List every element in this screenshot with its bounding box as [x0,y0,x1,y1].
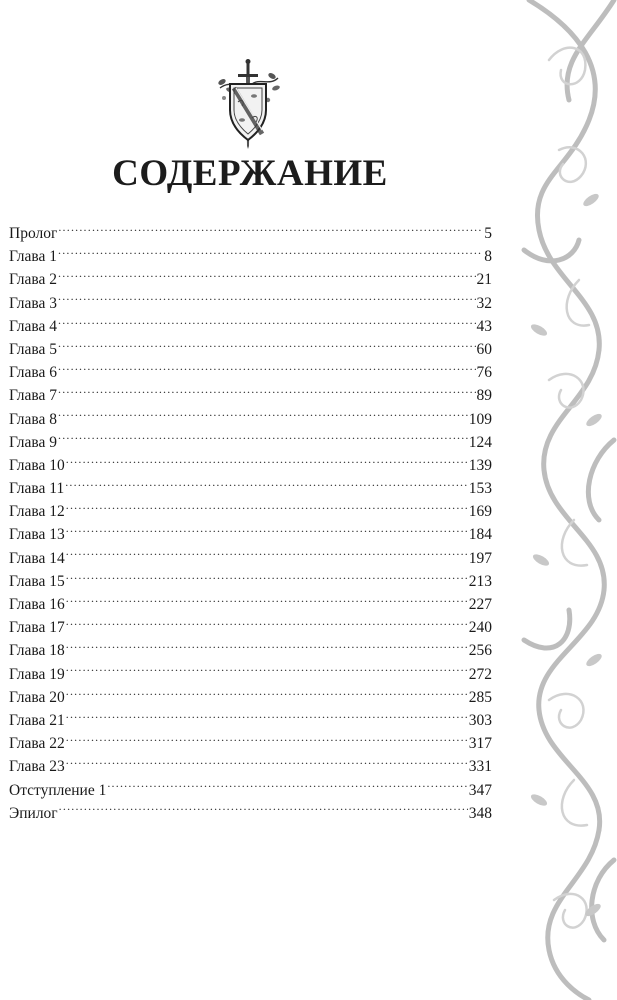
toc-entry-page-number: 153 [468,480,492,498]
toc-entry [9,338,492,361]
toc-entry-label: Глава 13 [9,526,65,544]
toc-entry-page-number: 256 [468,642,492,660]
toc-entry-label: Глава 21 [9,711,65,729]
toc-entry-page-number: 169 [468,503,492,521]
toc-entry-label: Глава 6 [9,364,58,382]
toc-entry-page-number: 109 [468,410,492,428]
toc-entry-page-number: 60 [476,340,492,358]
toc-entry-label: Глава 16 [9,596,65,613]
toc-entry-label: Глава 2 [9,271,58,289]
toc-entry-label: Глава 5 [9,340,58,358]
toc-entry-label: Эпилог [9,804,58,822]
toc-entry-label: Глава 20 [9,688,65,706]
toc-entry-page-number: 285 [468,688,492,706]
toc-entry [9,663,492,686]
toc-entry-page-number: 184 [468,526,492,544]
toc-entry [9,686,492,709]
toc-entry [9,292,492,315]
toc-entry-page-number: 272 [468,665,492,683]
toc-entry [9,709,492,732]
toc-entry-page-number: 240 [468,619,492,637]
toc-entry-label: Отступление 1 [9,781,107,799]
toc-dot-leader [66,547,468,563]
toc-dot-leader [66,501,468,517]
toc-entry [9,593,492,616]
toc-entry-label: Глава 18 [9,642,65,660]
toc-entry [9,732,492,755]
toc-dot-leader [58,292,475,308]
toc-entry [9,268,492,291]
toc-entry-page-number: 124 [468,433,492,451]
toc-entry-label: Глава 15 [9,572,65,590]
toc-entry [9,570,492,593]
toc-dot-leader [58,385,475,401]
toc-entry-page-number: 331 [468,758,492,776]
toc-dot-leader [58,338,475,354]
toc-dot-leader [58,362,475,378]
toc-entry-page-number: 89 [476,387,492,405]
toc-entry-label: Глава 23 [9,758,65,776]
toc-entry [9,500,492,523]
toc-entry [9,454,492,477]
toc-entry-page-number: 5 [484,225,492,242]
toc-dot-leader [59,802,468,818]
toc-entry-page-number: 227 [468,596,492,613]
toc-entry-page-number: 197 [468,549,492,567]
toc-entry [9,315,492,338]
toc-entry [9,384,492,407]
toc-dot-leader [107,779,467,795]
toc-dot-leader [66,663,468,679]
toc-entry [9,245,492,268]
page-title: СОДЕРЖАНИЕ [112,153,388,194]
toc-entry-label: Глава 17 [9,619,65,637]
toc-entry [9,639,492,662]
toc-entry-page-number: 21 [476,271,492,289]
toc-entry-label: Глава 4 [9,317,58,335]
toc-dot-leader [58,223,483,239]
toc-dot-leader [58,269,475,285]
toc-entry [9,408,492,431]
toc-dot-leader [58,315,475,331]
toc-dot-leader [66,640,468,656]
toc-entry [9,361,492,384]
shield-sword-emblem-icon [212,58,284,150]
toc-entry-page-number: 317 [468,735,492,753]
toc-entry [9,477,492,500]
toc-entry-label: Глава 9 [9,433,58,451]
toc-dot-leader [58,408,468,424]
toc-entry-page-number: 347 [468,781,492,799]
toc-dot-leader [66,756,468,772]
toc-dot-leader [66,454,468,470]
toc-entry [9,431,492,454]
toc-entry-label: Глава 10 [9,456,65,474]
toc-entry [9,523,492,546]
toc-entry [9,616,492,639]
toc-dot-leader [66,594,468,610]
toc-dot-leader [66,524,468,540]
floral-border-ornament-icon [519,0,617,1000]
toc-entry-page-number: 139 [468,456,492,474]
toc-entry-label: Глава 22 [9,735,65,753]
toc-entry-label: Глава 14 [9,549,65,567]
table-of-contents [9,222,492,825]
toc-entry-label: Глава 12 [9,503,65,521]
toc-entry [9,779,492,802]
toc-entry-page-number: 32 [476,294,492,312]
toc-entry-page-number: 348 [468,804,492,822]
toc-dot-leader [66,709,468,725]
toc-dot-leader [66,686,468,702]
toc-entry-label: Глава 3 [9,294,58,312]
toc-dot-leader [58,246,483,262]
toc-dot-leader [66,570,468,586]
toc-entry-label: Глава 8 [9,410,58,428]
toc-dot-leader [66,733,468,749]
toc-entry [9,222,492,245]
toc-entry [9,802,492,825]
toc-entry [9,755,492,778]
toc-entry-label: Глава 19 [9,665,65,683]
toc-entry-page-number: 43 [476,317,492,335]
toc-entry-label: Глава 7 [9,387,58,405]
toc-entry [9,547,492,570]
toc-dot-leader [66,617,468,633]
toc-entry-page-number: 76 [476,364,492,382]
toc-entry-page-number: 213 [468,572,492,590]
toc-dot-leader [58,431,468,447]
toc-dot-leader [65,478,468,494]
toc-entry-label: Пролог [9,225,58,242]
toc-entry-page-number: 303 [468,711,492,729]
toc-entry-label: Глава 1 [9,248,58,266]
toc-entry-label: Глава 11 [9,480,65,498]
toc-entry-page-number: 8 [484,248,492,266]
